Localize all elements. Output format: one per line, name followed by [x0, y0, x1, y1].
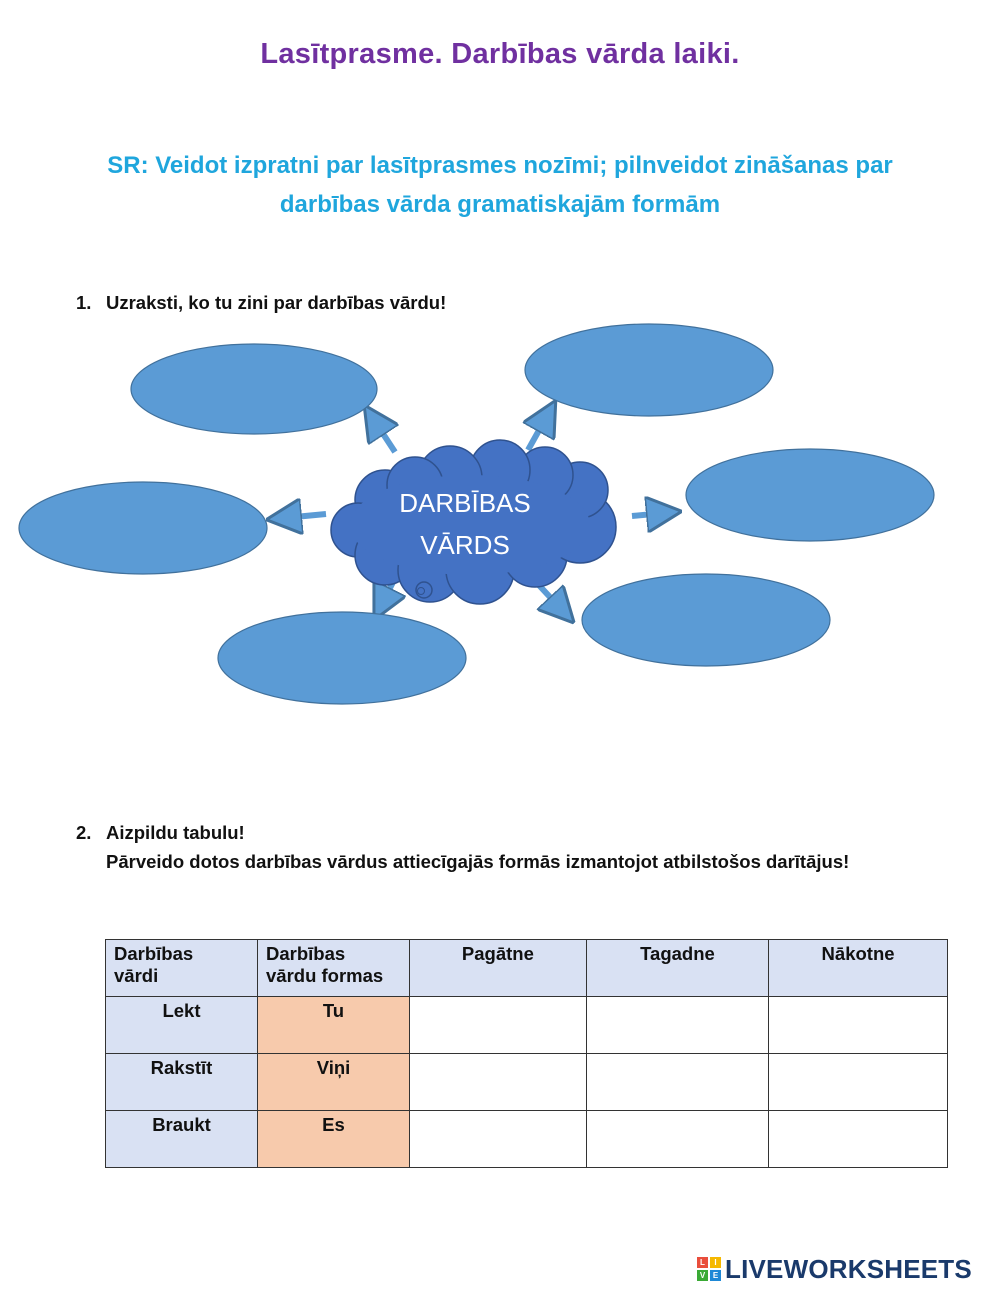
header-forms-line-2: vārdu formas: [266, 965, 384, 986]
liveworksheets-brand: [697, 1254, 972, 1284]
answer-bubble-left[interactable]: [19, 482, 267, 574]
verb-cell: Braukt: [106, 1111, 258, 1168]
table-row: [106, 997, 948, 1054]
answer-bubble-bottom-right[interactable]: [582, 574, 830, 666]
cloud-tail-small: [418, 588, 425, 595]
answer-bubble-top-right[interactable]: [525, 324, 773, 416]
present-answer-cell[interactable]: [586, 997, 768, 1054]
task-2-instruction: [76, 818, 849, 876]
future-answer-cell[interactable]: [769, 997, 948, 1054]
arrow-top-right: [528, 416, 547, 450]
answer-bubble-bottom-left[interactable]: [218, 612, 466, 704]
table-row: [106, 1111, 948, 1168]
present-answer-cell[interactable]: [586, 1054, 768, 1111]
answer-bubble-right[interactable]: [686, 449, 934, 541]
center-cloud-label: [360, 482, 570, 566]
learning-objective: [60, 146, 940, 224]
future-answer-cell[interactable]: [769, 1054, 948, 1111]
past-answer-cell[interactable]: [410, 1111, 587, 1168]
page-title: Lasītprasme. Darbības vārda laiki.: [260, 38, 740, 70]
arrow-top-left: [374, 420, 395, 452]
center-label-line-1: DARBĪBAS: [399, 488, 531, 518]
table-header-row: [106, 940, 948, 997]
header-forms-line-1: Darbības: [266, 943, 346, 964]
task-1-number: 1.: [76, 292, 92, 313]
form-cell: Viņi: [258, 1054, 410, 1111]
arrow-left: [284, 514, 326, 518]
past-answer-cell[interactable]: [410, 997, 587, 1054]
answer-bubble-top-left[interactable]: [131, 344, 377, 434]
header-verbs: [106, 940, 258, 997]
center-label-line-2: VĀRDS: [420, 530, 510, 560]
task-2-line-1: Aizpildu tabulu!: [106, 822, 245, 843]
header-forms: [258, 940, 410, 997]
table-row: [106, 1054, 948, 1111]
arrow-right: [632, 513, 664, 516]
header-future: Nākotne: [769, 940, 948, 997]
verb-cell: Rakstīt: [106, 1054, 258, 1111]
task-2-number: 2.: [76, 822, 92, 843]
task-1-text: Uzraksti, ko tu zini par darbības vārdu!: [106, 292, 447, 313]
brand-name: LIVEWORKSHEETS: [725, 1253, 972, 1284]
verb-cell: Lekt: [106, 997, 258, 1054]
logo-letter: L: [697, 1257, 708, 1268]
header-present: Tagadne: [586, 940, 768, 997]
logo-letter: E: [710, 1270, 721, 1281]
task-2-line-2: Pārveido dotos darbības vārdus attiecīgajās formās izmantojot atbilstošos darītājus!: [106, 851, 850, 872]
form-cell: Tu: [258, 997, 410, 1054]
liveworksheets-logo-icon: [697, 1257, 721, 1281]
objective-line-2: darbības vārda gramatiskajām formām: [279, 191, 721, 218]
present-answer-cell[interactable]: [586, 1111, 768, 1168]
past-answer-cell[interactable]: [410, 1054, 587, 1111]
header-verbs-line-2: vārdi: [114, 965, 159, 986]
logo-letter: I: [710, 1257, 721, 1268]
form-cell: Es: [258, 1111, 410, 1168]
header-verbs-line-1: Darbības: [114, 943, 194, 964]
future-answer-cell[interactable]: [769, 1111, 948, 1168]
objective-line-1: SR: Veidot izpratni par lasītprasmes nozīmi; pilnveidot zināšanas par: [107, 152, 893, 179]
verb-forms-table: [105, 939, 948, 1168]
logo-letter: V: [697, 1270, 708, 1281]
header-past: Pagātne: [410, 940, 587, 997]
